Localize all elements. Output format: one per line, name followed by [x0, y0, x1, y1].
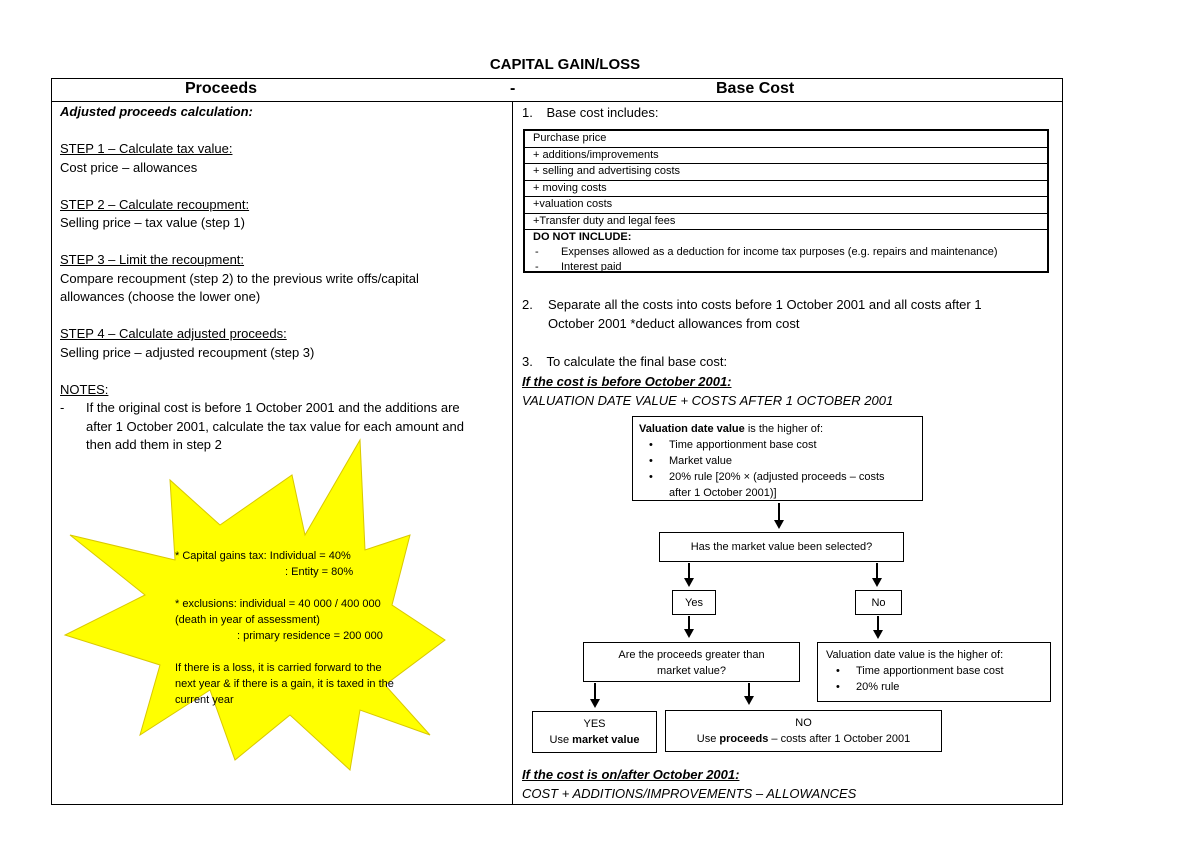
question2-line1: Are the proceeds greater than	[618, 649, 765, 661]
item3-text: To calculate the final base cost:	[546, 354, 728, 369]
do-not-include: DO NOT INCLUDE:	[533, 231, 632, 243]
star-text	[175, 548, 394, 708]
step3-text-2: allowances (choose the lower one)	[60, 289, 261, 304]
vdv-item: • Time apportionment base cost	[639, 437, 916, 453]
item1-text: Base cost includes:	[546, 105, 659, 120]
yes-box-use: Use	[549, 734, 573, 746]
step3-title: STEP 3 – Limit the recoupment:	[60, 252, 245, 267]
base-cost-table	[523, 129, 1049, 273]
arrow	[688, 616, 690, 630]
arrow	[778, 503, 780, 521]
vdv-heading	[639, 421, 916, 437]
vdv2-list	[826, 663, 1042, 695]
arrow	[877, 616, 879, 631]
market-value-question-box	[659, 532, 904, 562]
arrow-head	[684, 578, 694, 587]
note-line-2: after 1 October 2001, calculate the tax value for each amount and	[86, 418, 464, 434]
base-cost-rows	[525, 131, 1047, 230]
yes-box-text	[533, 732, 656, 748]
question2-line2: market value?	[656, 665, 727, 677]
loss-note-1: If there is a loss, it is carried forward to the	[175, 662, 382, 674]
arrow-head	[590, 699, 600, 708]
exclude-list	[525, 245, 1047, 275]
cgt-entity: : Entity = 80%	[285, 566, 354, 578]
header-divider	[51, 101, 1062, 102]
before-2001-formula: VALUATION DATE VALUE + COSTS AFTER 1 OCTOBER 2001	[522, 393, 894, 408]
proceeds-question-box	[583, 642, 800, 682]
vdv2-item: • Time apportionment base cost	[826, 663, 1042, 679]
note-dash: -	[60, 400, 65, 415]
arrow-head	[684, 629, 694, 638]
arrow	[876, 563, 878, 579]
vdv2-title: Valuation date value is the higher of:	[826, 649, 1004, 661]
arrow	[748, 683, 750, 697]
header-dash: -	[510, 80, 516, 97]
yes-box-market-value: market value	[572, 734, 640, 746]
column-divider	[512, 101, 513, 804]
vdv2-item: • 20% rule	[826, 679, 1042, 695]
adjusted-proceeds-heading: Adjusted proceeds calculation:	[60, 104, 253, 119]
step4-title: STEP 4 – Calculate adjusted proceeds:	[60, 326, 287, 341]
step1-text: Cost price – allowances	[60, 159, 198, 175]
step2-title: STEP 2 – Calculate recoupment:	[60, 196, 250, 212]
notes-title: NOTES:	[60, 381, 109, 397]
step3-text-1: Compare recoupment (step 2) to the previous write offs/capital	[60, 270, 419, 286]
vdv-list	[639, 437, 916, 501]
cgt-rates: * Capital gains tax: Individual = 40%	[175, 550, 351, 562]
item2	[522, 296, 1052, 333]
proceeds-column	[60, 103, 510, 455]
exclusions: * exclusions: individual = 40 000 / 400 000	[175, 598, 381, 610]
step4-text: Selling price – adjusted recoupment (step 3)	[60, 344, 315, 360]
yes-market-value-box	[532, 711, 657, 753]
after-2001-formula: COST + ADDITIONS/IMPROVEMENTS – ALLOWANCES	[522, 786, 857, 801]
exclusions-death: (death in year of assessment)	[175, 614, 320, 626]
question1: Has the market value been selected?	[690, 541, 873, 553]
item3	[522, 353, 727, 372]
no-box	[855, 590, 902, 615]
no-proceeds-box	[665, 710, 942, 752]
item2-line-1: Separate all the costs into costs before 1 October 2001 and all costs after 1	[548, 297, 982, 312]
no-box-rest: – costs after 1 October 2001	[768, 733, 911, 745]
arrow-head	[873, 630, 883, 639]
no-box-proceeds: proceeds	[719, 733, 769, 745]
vdv-bold: Valuation date value	[639, 423, 745, 435]
item1-number: 1.	[522, 105, 533, 120]
no-box-text	[666, 731, 941, 747]
exclude-item: - Expenses allowed as a deduction for income tax purposes (e.g. repairs and maintenance)	[531, 245, 1047, 260]
exclude-item: - Interest paid	[531, 260, 1047, 275]
item2-line-2: October 2001 *deduct allowances from cost	[548, 315, 800, 331]
note-line-3: then add them in step 2	[86, 437, 222, 452]
base-cost-row: +valuation costs	[525, 197, 1047, 214]
no-box-use: Use	[696, 733, 720, 745]
base-cost-row: + additions/improvements	[525, 148, 1047, 165]
base-cost-row: + moving costs	[525, 181, 1047, 198]
step1-title: STEP 1 – Calculate tax value:	[60, 141, 233, 156]
vdv-item-cont: after 1 October 2001)]	[669, 487, 777, 499]
arrow-head	[744, 696, 754, 705]
yes-box	[672, 590, 716, 615]
vdv-item: • Market value	[639, 453, 916, 469]
base-cost-header: Base Cost	[716, 80, 795, 97]
item3-number: 3.	[522, 354, 533, 369]
before-2001-title: If the cost is before October 2001:	[522, 374, 732, 389]
vdv-rest: is the higher of:	[744, 423, 824, 435]
primary-residence: : primary residence = 200 000	[237, 630, 383, 642]
step2-text: Selling price – tax value (step 1)	[60, 215, 245, 230]
arrow-head	[774, 520, 784, 529]
note-line-1: If the original cost is before 1 October 2001 and the additions are	[86, 400, 460, 415]
yes-box-title: YES	[583, 718, 606, 730]
after-2001-title: If the cost is on/after October 2001:	[522, 767, 740, 782]
base-cost-row: +Transfer duty and legal fees	[525, 214, 1047, 231]
base-cost-row: + selling and advertising costs	[525, 164, 1047, 181]
arrow	[594, 683, 596, 700]
page-title: CAPITAL GAIN/LOSS	[489, 56, 641, 73]
arrow-head	[872, 578, 882, 587]
item1	[522, 104, 658, 123]
loss-note-3: current year	[175, 694, 234, 706]
item2-number: 2.	[522, 297, 533, 312]
no-box-title: NO	[795, 717, 812, 729]
valuation-date-value-box-2	[817, 642, 1051, 702]
yes-label: Yes	[685, 597, 703, 609]
base-cost-row: Purchase price	[525, 131, 1047, 148]
loss-note-2: next year & if there is a gain, it is taxed in the	[175, 678, 394, 690]
note-item	[60, 399, 510, 455]
proceeds-header: Proceeds	[185, 80, 258, 97]
no-label: No	[871, 597, 886, 609]
valuation-date-value-box	[632, 416, 923, 501]
arrow	[688, 563, 690, 579]
vdv-item: • 20% rule [20% × (adjusted proceeds – costs	[639, 469, 916, 485]
